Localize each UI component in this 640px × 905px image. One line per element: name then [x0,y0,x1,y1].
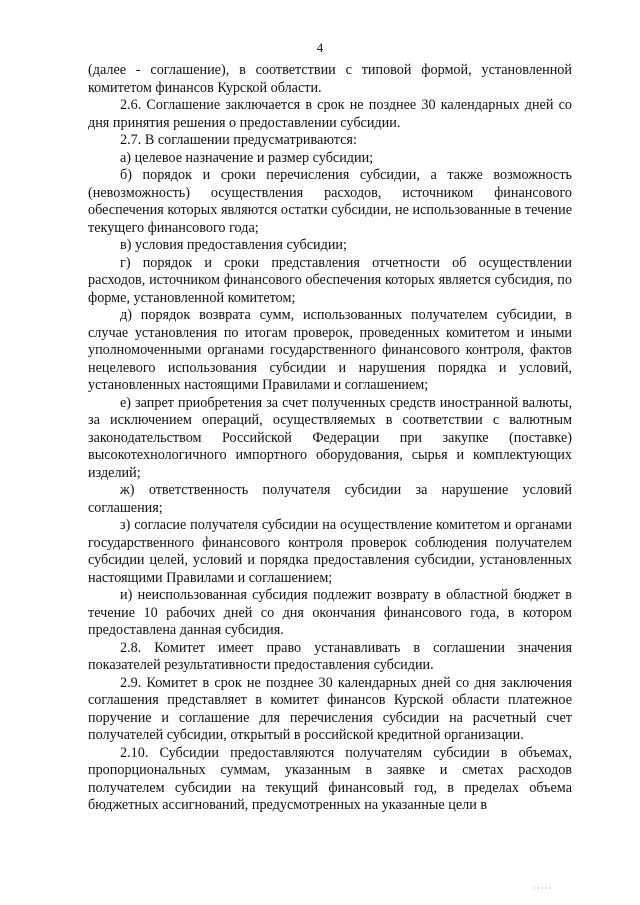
list-item-v: в) условия предоставления субсидии; [120,237,347,253]
paragraph-2-8: 2.8. Комитет имеет право устанавливать в соглашении значения показателей результативности предоставления субсидии. [88,639,572,673]
list-item-zh: ж) ответственность получателя субсидии за нарушение условий соглашения; [88,482,572,516]
list-item-d: д) порядок возврата сумм, использованных получателем субсидии, в случае установления по итогам проверок, проведенных комитетом и иными уполномоченными органами государственного финансового контроля, фактов нецелевого использования субсидии и нарушения порядка и условий, установленных настоящими Правилами и соглашением; [88,307,572,393]
document-body [88,62,572,815]
paragraph-2-9: 2.9. Комитет в срок не позднее 30 календарных дней со дня заключения соглашения представляет в комитет финансов Курской области платежное поручение и соглашение для перечисления субсидии на расчетный счет получателей субсидии, открытый в российской кредитной организации. [88,674,572,743]
paragraph-2-7: 2.7. В соглашении предусматриваются: [120,132,357,148]
paragraph-2-6: 2.6. Соглашение заключается в срок не позднее 30 календарных дней со дня принятия решения о предоставлении субсидии. [88,97,572,131]
list-item-i: и) неиспользованная субсидия подлежит возврату в областной бюджет в течение 10 рабочих дней со дня окончания финансового года, в котором предоставлена данная субсидия. [88,587,572,638]
list-item-e: е) запрет приобретения за счет полученных средств иностранной валюты, за исключением операций, осуществляемых в соответствии с валютным законодательством Российской Федерации при закупке (поставке) высокотехнологичного импортного оборудования, сырья и комплектующих изделий; [88,394,572,481]
list-item-z: з) согласие получателя субсидии на осуществление комитетом и органами государственного финансового контроля проверок соблюдения получателем субсидии целей, условий и порядка предоставления субсидии, установленных настоящими Правилами и соглашением; [88,517,572,586]
list-item-g: г) порядок и сроки представления отчетности об осуществлении расходов, источником финансового обеспечения которых является субсидия, по форме, установленной комитетом; [88,254,572,306]
paragraph-continuation: (далее - соглашение), в соответствии с типовой формой, установленной комитетом финансов Курской области. [88,62,572,96]
list-item-a: а) целевое назначение и размер субсидии; [120,149,374,166]
scan-artifact-mark: ····· [533,884,552,893]
page-number: 4 [316,40,324,55]
list-item-b: б) порядок и сроки перечисления субсидии, а также возможность (невозможность) осуществления расходов, источником финансового обеспечения которых являются остатки субсидии, не использованные в течение текущего финансового года; [88,167,572,236]
paragraph-2-10: 2.10. Субсидии предоставляются получателям субсидии в объемах, пропорциональных суммам, указанным в заявке и сметах расходов получателем субсидии на текущий финансовый год, в пределах объема бюджетных ассигнований, предусмотренных на указанные цели в [88,744,572,813]
